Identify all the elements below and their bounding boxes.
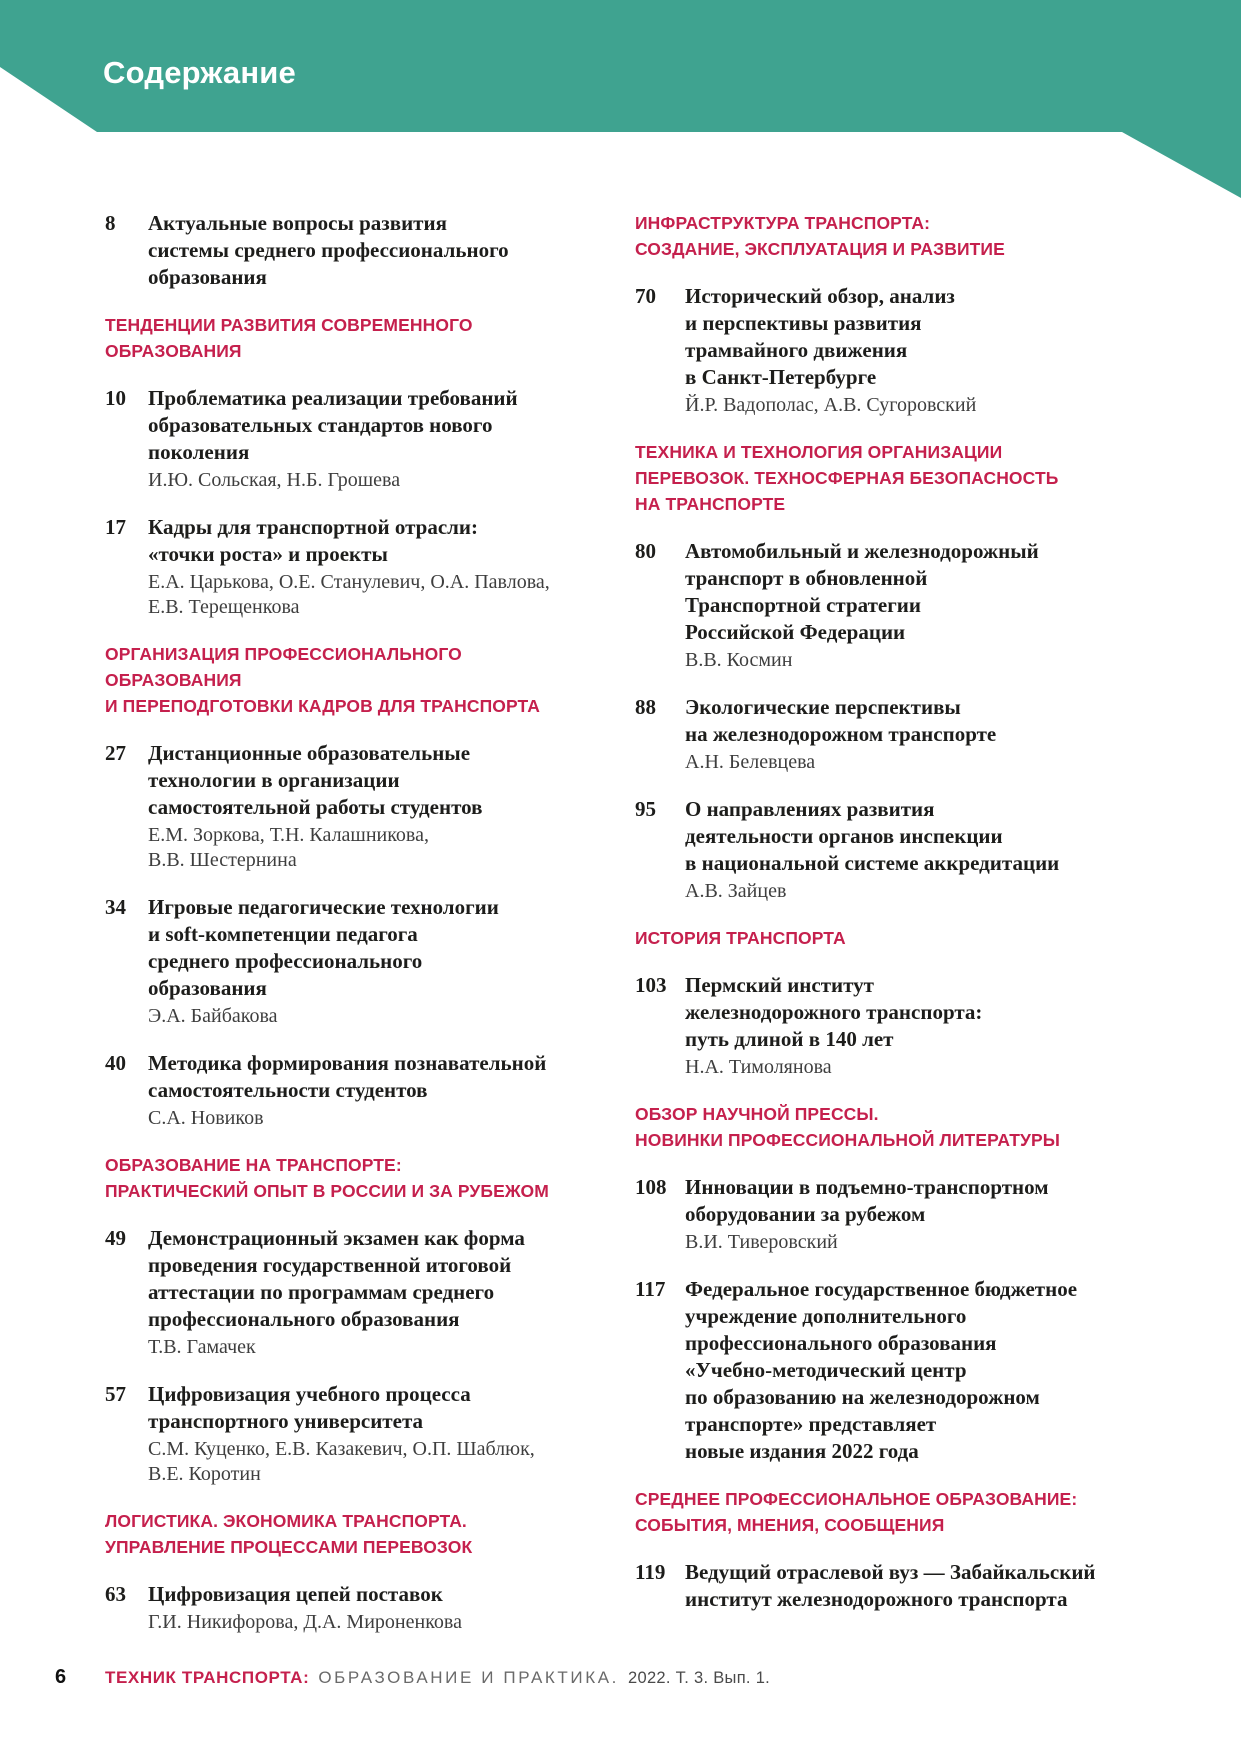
toc-entry bbox=[105, 514, 567, 620]
footer-journal-line bbox=[105, 1668, 770, 1688]
toc-entry bbox=[635, 694, 1127, 775]
entry-authors: Г.И. Никифорова, Д.А. Мироненкова bbox=[148, 1611, 462, 1633]
entry-title: Ведущий отраслевой вуз — Забайкальский институт железнодорожного транспорта bbox=[685, 1560, 1096, 1611]
section-heading: ТЕНДЕНЦИИ РАЗВИТИЯ СОВРЕМЕННОГО ОБРАЗОВАНИЯ bbox=[105, 315, 473, 361]
toc-entry bbox=[635, 972, 1127, 1080]
entry-page-number: 88 bbox=[635, 695, 656, 719]
toc-entry bbox=[105, 1050, 567, 1131]
section-heading: ИСТОРИЯ ТРАНСПОРТА bbox=[635, 928, 846, 948]
entry-page-number: 119 bbox=[635, 1560, 666, 1584]
toc-entry bbox=[635, 1174, 1127, 1255]
entry-authors: Э.А. Байбакова bbox=[148, 1005, 278, 1027]
entry-authors: Е.А. Царькова, О.Е. Станулевич, О.А. Павлова, Е.В. Терещенкова bbox=[148, 571, 550, 618]
toc-entry bbox=[105, 1381, 567, 1487]
entry-page-number: 80 bbox=[635, 539, 656, 563]
entry-page-number: 57 bbox=[105, 1382, 126, 1406]
toc-entry bbox=[635, 1276, 1127, 1465]
entry-page-number: 117 bbox=[635, 1277, 666, 1301]
entry-page-number: 10 bbox=[105, 386, 126, 410]
entry-title: Исторический обзор, анализ и перспективы развития трамвайного движения в Санкт-Петербурге bbox=[685, 284, 955, 389]
section-heading: ОРГАНИЗАЦИЯ ПРОФЕССИОНАЛЬНОГО ОБРАЗОВАНИЯ И ПЕРЕПОДГОТОВКИ КАДРОВ ДЛЯ ТРАНСПОРТА bbox=[105, 644, 540, 716]
section-heading: ИНФРАСТРУКТУРА ТРАНСПОРТА: СОЗДАНИЕ, ЭКСПЛУАТАЦИЯ И РАЗВИТИЕ bbox=[635, 213, 1005, 259]
entry-authors: Е.М. Зоркова, Т.Н. Калашникова, В.В. Шестернина bbox=[148, 824, 429, 871]
toc-entry bbox=[635, 283, 1127, 418]
header-banner bbox=[0, 0, 1241, 200]
entry-title: Методика формирования познавательной самостоятельности студентов bbox=[148, 1051, 547, 1102]
toc-entry bbox=[635, 796, 1127, 904]
toc-entry bbox=[105, 740, 567, 873]
entry-page-number: 27 bbox=[105, 741, 126, 765]
toc-entry bbox=[105, 894, 567, 1029]
entry-page-number: 40 bbox=[105, 1051, 126, 1075]
entry-title: Инновации в подъемно-транспортном оборудовании за рубежом bbox=[685, 1175, 1049, 1226]
section-heading: ОБРАЗОВАНИЕ НА ТРАНСПОРТЕ: ПРАКТИЧЕСКИЙ ОПЫТ В РОССИИ И ЗА РУБЕЖОМ bbox=[105, 1155, 549, 1201]
toc-entry bbox=[635, 538, 1127, 673]
entry-page-number: 34 bbox=[105, 895, 126, 919]
entry-authors: Й.Р. Вадополас, А.В. Сугоровский bbox=[685, 394, 977, 416]
entry-authors: Т.В. Гамачек bbox=[148, 1336, 256, 1358]
section-heading: СРЕДНЕЕ ПРОФЕССИОНАЛЬНОЕ ОБРАЗОВАНИЕ: СОБЫТИЯ, МНЕНИЯ, СООБЩЕНИЯ bbox=[635, 1489, 1078, 1535]
entry-authors: И.Ю. Сольская, Н.Б. Грошева bbox=[148, 469, 401, 491]
entry-title: Актуальные вопросы развития системы среднего профессионального образования bbox=[148, 211, 509, 289]
toc-column-left bbox=[105, 210, 567, 1656]
entry-title: Кадры для транспортной отрасли: «точки роста» и проекты bbox=[148, 515, 479, 566]
entry-page-number: 108 bbox=[635, 1175, 667, 1199]
toc-entry bbox=[635, 1559, 1127, 1613]
entry-authors: С.А. Новиков bbox=[148, 1107, 264, 1129]
entry-page-number: 49 bbox=[105, 1226, 126, 1250]
footer-issue-info: 2022. Т. 3. Вып. 1. bbox=[628, 1669, 771, 1687]
entry-authors: В.И. Тиверовский bbox=[685, 1231, 838, 1253]
entry-title: Федеральное государственное бюджетное учреждение дополнительного профессионального образования «Учебно-методический центр по образованию на железнодорожном транспорте» представляет новые издания 2022 года bbox=[685, 1277, 1078, 1463]
entry-authors: Н.А. Тимолянова bbox=[685, 1056, 832, 1078]
toc-entry bbox=[105, 1581, 567, 1635]
entry-page-number: 103 bbox=[635, 973, 667, 997]
entry-title: Игровые педагогические технологии и soft-компетенции педагога среднего профессионального образования bbox=[148, 895, 499, 1000]
entry-title: Экологические перспективы на железнодорожном транспорте bbox=[685, 695, 997, 746]
toc-entry bbox=[105, 210, 567, 291]
entry-title: Цифровизация цепей поставок bbox=[148, 1582, 443, 1606]
page-title: Содержание bbox=[103, 55, 296, 90]
section-heading: ОБЗОР НАУЧНОЙ ПРЕССЫ. НОВИНКИ ПРОФЕССИОНАЛЬНОЙ ЛИТЕРАТУРЫ bbox=[635, 1104, 1060, 1150]
entry-title: О направлениях развития деятельности органов инспекции в национальной системе аккредитации bbox=[685, 797, 1060, 875]
entry-title: Цифровизация учебного процесса транспортного университета bbox=[148, 1382, 471, 1433]
toc-entry bbox=[105, 1225, 567, 1360]
entry-title: Дистанционные образовательные технологии в организации самостоятельной работы студентов bbox=[148, 741, 483, 819]
footer-journal-subtitle: ОБРАЗОВАНИЕ И ПРАКТИКА. bbox=[318, 1668, 619, 1687]
entry-page-number: 63 bbox=[105, 1582, 126, 1606]
entry-title: Автомобильный и железнодорожный транспорт в обновленной Транспортной стратегии Российской Федерации bbox=[685, 539, 1039, 644]
toc-column-right bbox=[635, 210, 1127, 1634]
entry-title: Проблематика реализации требований образовательных стандартов нового поколения bbox=[148, 386, 518, 464]
footer-page-number: 6 bbox=[55, 1666, 67, 1688]
entry-page-number: 8 bbox=[105, 211, 116, 235]
entry-authors: А.Н. Белевцева bbox=[685, 751, 816, 773]
section-heading: ТЕХНИКА И ТЕХНОЛОГИЯ ОРГАНИЗАЦИИ ПЕРЕВОЗОК. ТЕХНОСФЕРНАЯ БЕЗОПАСНОСТЬ НА ТРАНСПОРТЕ bbox=[635, 442, 1059, 514]
entry-page-number: 70 bbox=[635, 284, 656, 308]
section-heading: ЛОГИСТИКА. ЭКОНОМИКА ТРАНСПОРТА. УПРАВЛЕНИЕ ПРОЦЕССАМИ ПЕРЕВОЗОК bbox=[105, 1511, 473, 1557]
entry-authors: С.М. Куценко, Е.В. Казакевич, О.П. Шаблюк, В.Е. Коротин bbox=[148, 1438, 535, 1485]
entry-page-number: 95 bbox=[635, 797, 656, 821]
entry-title: Демонстрационный экзамен как форма проведения государственной итоговой аттестации по программам среднего профессионального образования bbox=[148, 1226, 525, 1331]
entry-authors: А.В. Зайцев bbox=[685, 880, 787, 902]
toc-entry bbox=[105, 385, 567, 493]
footer-journal-name: ТЕХНИК ТРАНСПОРТА: bbox=[105, 1668, 310, 1687]
entry-page-number: 17 bbox=[105, 515, 126, 539]
entry-title: Пермский институт железнодорожного транспорта: путь длиной в 140 лет bbox=[685, 973, 983, 1051]
entry-authors: В.В. Космин bbox=[685, 649, 793, 671]
